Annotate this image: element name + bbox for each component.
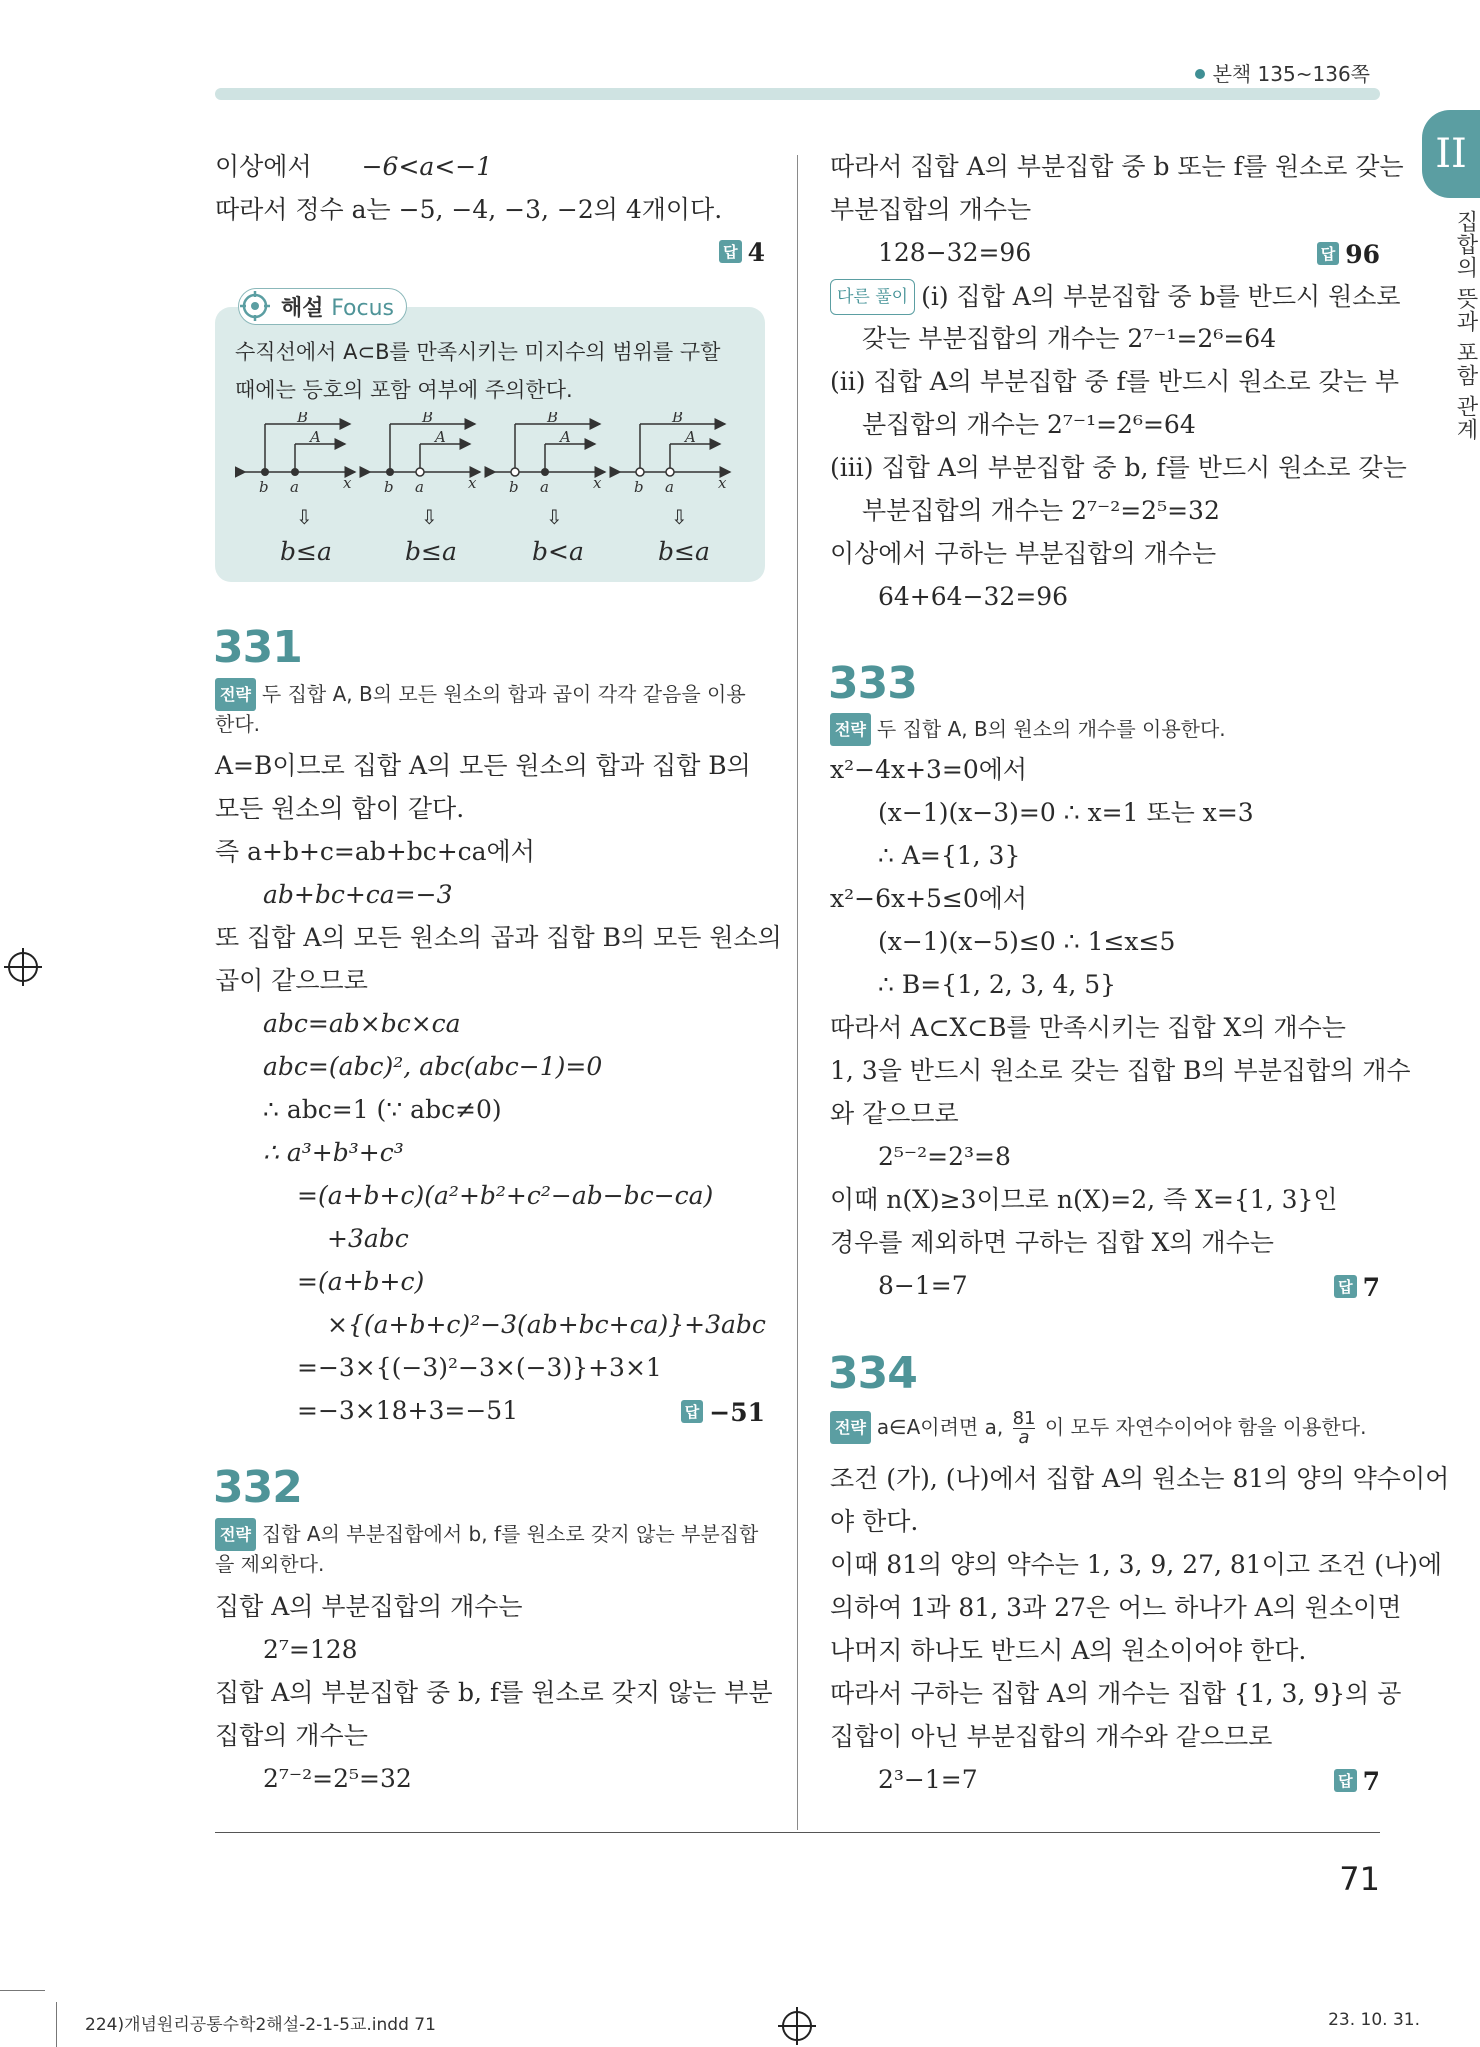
- text-line: 1, 3을 반드시 원소로 갖는 집합 B의 부분집합의 개수: [830, 1056, 1411, 1085]
- answer-332: 답 96: [1317, 240, 1380, 269]
- text-line: 또 집합 A의 모든 원소의 곱과 집합 B의 모든 원소의: [215, 923, 782, 952]
- number-line-4: [620, 424, 730, 476]
- text-line: 집합이 아닌 부분집합의 개수와 같으므로: [830, 1722, 1273, 1751]
- answer-334: 답 7: [1334, 1767, 1380, 1796]
- text-line: 부분집합의 개수는: [830, 195, 1032, 224]
- print-date: 23. 10. 31.: [1328, 2010, 1420, 2030]
- math-line: ab+bc+ca=−3: [263, 880, 453, 909]
- down-arrow-icon: ⇩: [296, 505, 313, 529]
- text-line: 따라서 정수 a는 −5, −4, −3, −2의 4개이다.: [215, 195, 723, 224]
- down-arrow-icon: ⇩: [421, 505, 438, 529]
- math-line: 8−1=7: [878, 1271, 968, 1300]
- strategy-332: 전략 집합 A의 부분집합에서 b, f를 원소로 갖지 않는 부분집합: [215, 1518, 758, 1551]
- text-line: 분집합의 개수는 2⁷⁻¹=2⁶=64: [862, 410, 1196, 439]
- label-B: B: [422, 412, 434, 426]
- registration-mark-icon: [8, 952, 38, 982]
- text-line: 집합의 개수는: [215, 1721, 368, 1750]
- label-b: b: [259, 478, 269, 496]
- focus-text: 수직선에서 A⊂B를 만족시키는 미지수의 범위를 구할: [235, 340, 721, 364]
- label-A: A: [435, 428, 446, 446]
- answer-331: 답 −51: [681, 1398, 765, 1427]
- math-line: +3abc: [327, 1224, 409, 1253]
- text-line: A=B이므로 집합 A의 모든 원소의 합과 집합 B의: [215, 751, 751, 780]
- focus-result: b≤a: [658, 537, 710, 566]
- math-line: ∴ A={1, 3}: [878, 841, 1021, 870]
- math-line: ∴ abc=1 (∵ abc≠0): [263, 1095, 502, 1124]
- label-x: x: [593, 474, 602, 492]
- number-line-2: [370, 424, 480, 476]
- page-number: 71: [1339, 1860, 1380, 1898]
- text-line: x²−6x+5≤0에서: [830, 884, 1028, 913]
- alt-solution-tag: 다른 풀이: [830, 279, 915, 315]
- label-B: B: [547, 412, 559, 426]
- text-line: 곱이 같으므로: [215, 966, 368, 995]
- math-line: ∴ a³+b³+c³: [263, 1138, 404, 1167]
- registration-mark-icon: [782, 2011, 812, 2041]
- text-line: 부분집합의 개수는 2⁷⁻²=2⁵=32: [862, 496, 1220, 525]
- crop-mark: [56, 2002, 57, 2047]
- strategy-331-cont: 한다.: [215, 712, 260, 736]
- label-a: a: [415, 478, 424, 496]
- math-line: =−3×{(−3)²−3×(−3)}+3×1: [297, 1353, 662, 1382]
- focus-result: b≤a: [280, 537, 332, 566]
- text-line: 모든 원소의 합이 같다.: [215, 794, 465, 823]
- number-line-3: [495, 424, 605, 476]
- column-divider: [797, 155, 798, 1830]
- label-b: b: [634, 478, 644, 496]
- text-line: 따라서 A⊂X⊂B를 만족시키는 집합 X의 개수는: [830, 1013, 1346, 1042]
- focus-target-icon: [240, 291, 270, 321]
- text-line: (ii) 집합 A의 부분집합 중 f를 반드시 원소로 갖는 부: [830, 367, 1400, 396]
- math-line: 2³−1=7: [878, 1765, 978, 1794]
- number-line-diagrams: [235, 412, 755, 497]
- text-line: (iii) 집합 A의 부분집합 중 b, f를 반드시 원소로 갖는: [830, 453, 1407, 482]
- math-line: ×{(a+b+c)²−3(ab+bc+ca)}+3abc: [327, 1310, 766, 1339]
- label-a: a: [290, 478, 299, 496]
- text-line: 경우를 제외하면 구하는 집합 X의 개수는: [830, 1228, 1274, 1257]
- math-line: 128−32=96: [878, 238, 1032, 267]
- label-A: A: [560, 428, 571, 446]
- math-line: abc=(abc)², abc(abc−1)=0: [263, 1052, 603, 1081]
- text-line: 집합 A의 부분집합 중 b, f를 원소로 갖지 않는 부분: [215, 1678, 773, 1707]
- problem-number-331: 331: [213, 622, 302, 673]
- text-line: 따라서 구하는 집합 A의 개수는 집합 {1, 3, 9}의 공: [830, 1679, 1402, 1708]
- text-line: 조건 (가), (나)에서 집합 A의 원소는 81의 양의 약수이어: [830, 1464, 1450, 1493]
- text-line: 이때 n(X)≥3이므로 n(X)=2, 즉 X={1, 3}인: [830, 1185, 1338, 1214]
- problem-number-333: 333: [828, 658, 917, 709]
- strategy-331: 전략 두 집합 A, B의 모든 원소의 합과 곱이 각각 같음을 이용: [215, 678, 746, 711]
- math-line: abc=ab×bc×ca: [263, 1009, 461, 1038]
- label-A: A: [310, 428, 321, 446]
- answer-333: 답 7: [1334, 1273, 1380, 1302]
- text-line: 의하여 1과 81, 3과 27은 어느 하나가 A의 원소이면: [830, 1593, 1402, 1622]
- math-line: 64+64−32=96: [878, 582, 1069, 611]
- focus-result: b<a: [532, 537, 584, 566]
- math-line: 2⁷=128: [263, 1635, 358, 1664]
- text-line: 나머지 하나도 반드시 A의 원소이어야 한다.: [830, 1636, 1307, 1665]
- label-x: x: [468, 474, 477, 492]
- math-line: =−3×18+3=−51: [297, 1396, 519, 1425]
- crop-mark: [0, 1990, 45, 1991]
- text-line: x²−4x+3=0에서: [830, 755, 1028, 784]
- math-line: ∴ B={1, 2, 3, 4, 5}: [878, 970, 1117, 999]
- chapter-numeral: II: [1435, 131, 1467, 177]
- down-arrow-icon: ⇩: [546, 505, 563, 529]
- label-b: b: [384, 478, 394, 496]
- strategy-333: 전략 두 집합 A, B의 원소의 개수를 이용한다.: [830, 713, 1226, 746]
- page-reference: [1195, 58, 1370, 87]
- alt-solution-line: 다른 풀이 (i) 집합 A의 부분집합 중 b를 반드시 원소로: [830, 279, 1401, 315]
- text-line: 따라서 집합 A의 부분집합 중 b 또는 f를 원소로 갖는: [830, 152, 1404, 181]
- text-line: 와 같으므로: [830, 1099, 959, 1128]
- label-B: B: [672, 412, 684, 426]
- strategy-334: 전략 a∈A이려면 a, $\frac{81}{a}$ 이 모두 자연수이어야 함을 이용한다.: [830, 1410, 1366, 1447]
- chapter-tab: [1422, 110, 1480, 198]
- math-line: (x−1)(x−5)≤0 ∴ 1≤x≤5: [878, 927, 1176, 956]
- text-line: 즉 a+b+c=ab+bc+ca에서: [215, 837, 535, 866]
- footer-rule: [215, 1832, 1380, 1833]
- text-line: 이상에서 −6<a<−1: [215, 152, 493, 181]
- label-B: B: [297, 412, 309, 426]
- number-line-1: [245, 424, 355, 476]
- text-line: 야 한다.: [830, 1507, 919, 1536]
- focus-text: 때에는 등호의 포함 여부에 주의한다.: [235, 378, 573, 402]
- answer-330: 답 4: [719, 238, 765, 267]
- header-bar: [215, 88, 1380, 100]
- down-arrow-icon: ⇩: [671, 505, 688, 529]
- text-line: 이상에서 구하는 부분집합의 개수는: [830, 539, 1217, 568]
- label-A: A: [685, 428, 696, 446]
- focus-title: 해설 Focus: [238, 288, 407, 325]
- page-reference-text: 본책 135~136쪽: [1212, 62, 1370, 86]
- chapter-title: 집합의 뜻과 포함 관계: [1453, 210, 1478, 441]
- bullet-dot-icon: [1195, 69, 1205, 79]
- problem-number-334: 334: [828, 1348, 917, 1399]
- math-line: 2⁵⁻²=2³=8: [878, 1142, 1011, 1171]
- label-x: x: [718, 474, 727, 492]
- label-b: b: [509, 478, 519, 496]
- math-line: 2⁷⁻²=2⁵=32: [263, 1764, 412, 1793]
- math-line: =(a+b+c)(a²+b²+c²−ab−bc−ca): [297, 1181, 714, 1210]
- label-a: a: [540, 478, 549, 496]
- problem-number-332: 332: [213, 1462, 302, 1513]
- file-slug: 224)개념원리공통수학2해설-2-1-5교.indd 71: [85, 2015, 436, 2035]
- text-line: 갖는 부분집합의 개수는 2⁷⁻¹=2⁶=64: [862, 324, 1277, 353]
- label-x: x: [343, 474, 352, 492]
- text-line: 이때 81의 양의 약수는 1, 3, 9, 27, 81이고 조건 (나)에: [830, 1550, 1443, 1579]
- label-a: a: [665, 478, 674, 496]
- math-line: (x−1)(x−3)=0 ∴ x=1 또는 x=3: [878, 798, 1254, 827]
- strategy-332-cont: 을 제외한다.: [215, 1552, 325, 1576]
- text-line: 집합 A의 부분집합의 개수는: [215, 1592, 523, 1621]
- math-line: =(a+b+c): [297, 1267, 425, 1296]
- focus-result: b≤a: [405, 537, 457, 566]
